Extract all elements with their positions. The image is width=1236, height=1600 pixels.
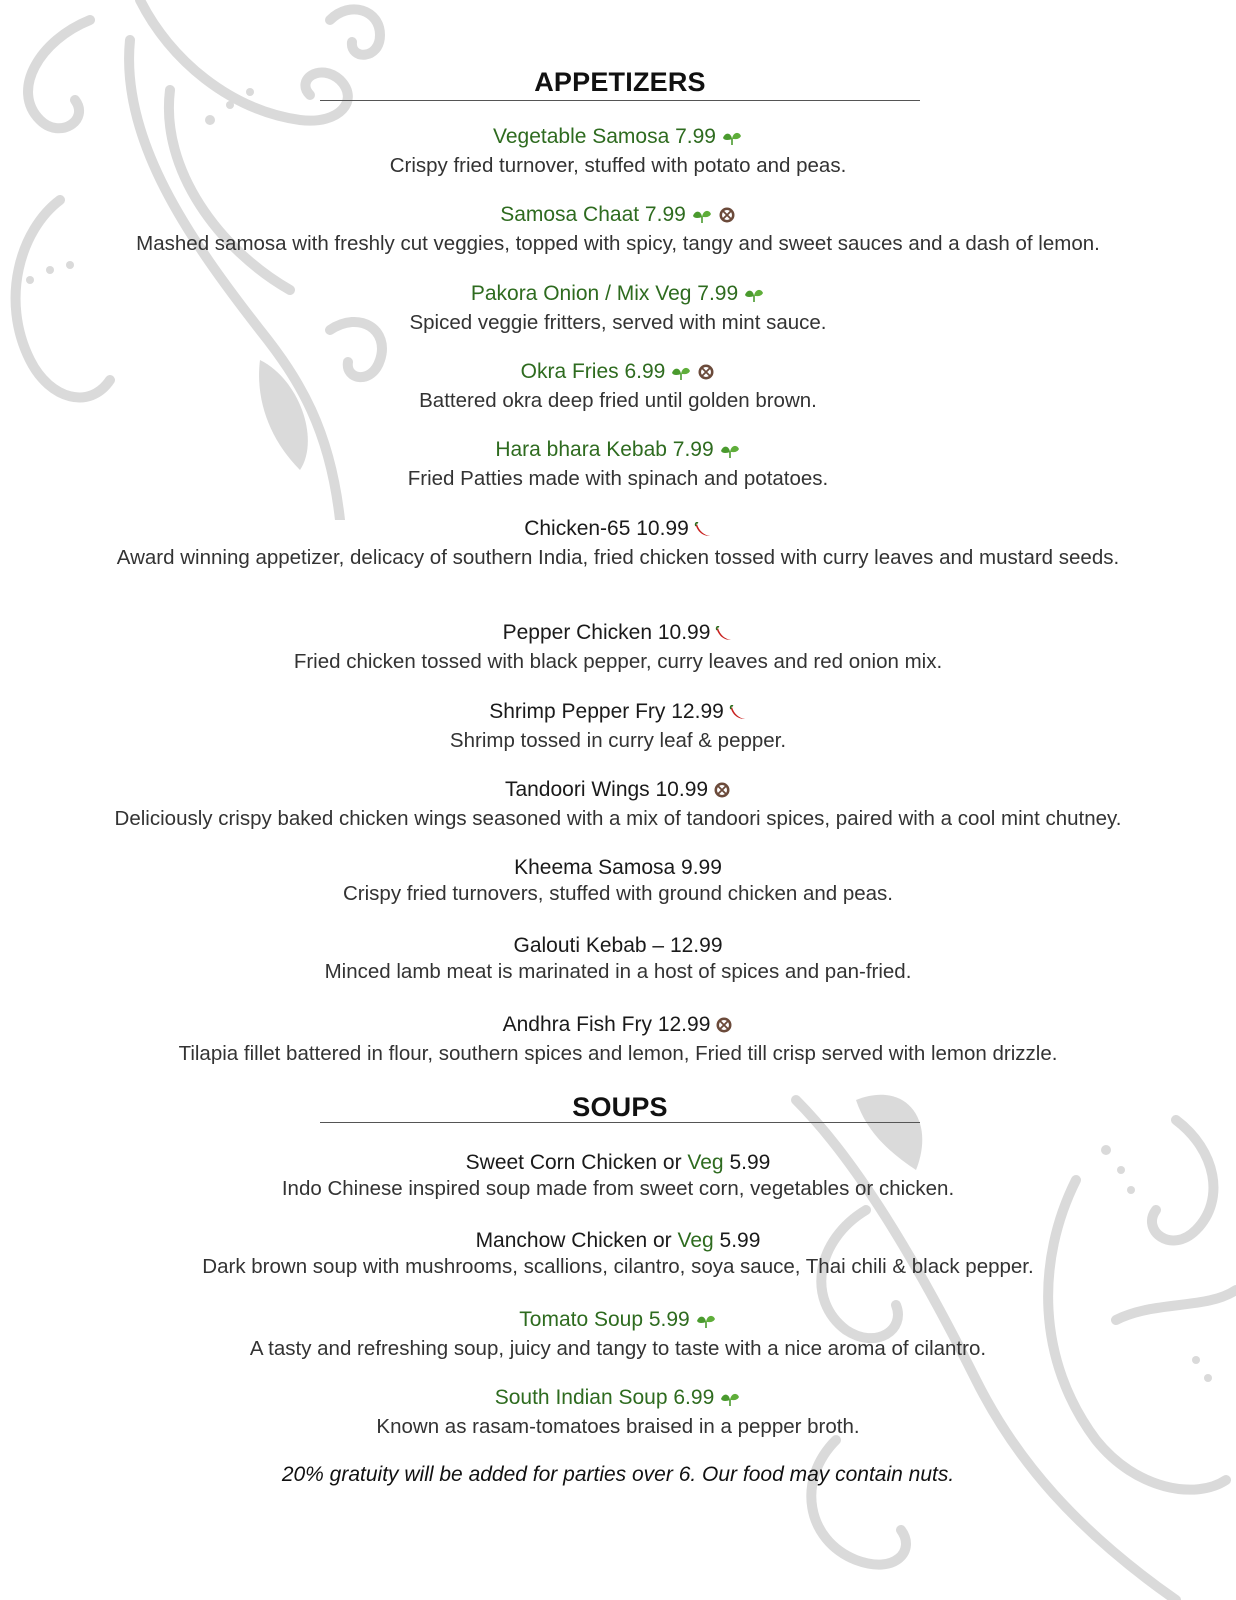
item-description: Spiced veggie fritters, served with mint sauce. <box>409 311 827 334</box>
item-description: Indo Chinese inspired soup made from sweet corn, vegetables or chicken. <box>281 1177 955 1200</box>
item-name: Vegetable Samosa 7.99 <box>492 125 716 148</box>
item-description: A tasty and refreshing soup, juicy and tangy to taste with a nice aroma of cilantro. <box>249 1337 987 1360</box>
item-name: Pakora Onion / Mix Veg 7.99 <box>470 282 739 305</box>
item-description: Deliciously crispy baked chicken wings seasoned with a mix of tandoori spices, paired with a cool mint chutney. <box>114 807 1122 830</box>
leaf-icon <box>721 127 743 153</box>
menu-item-galouti-kebab <box>40 933 1196 985</box>
item-description: Fried chicken tossed with black pepper, curry leaves and red onion mix. <box>293 650 943 673</box>
item-name: Andhra Fish Fry 12.99 <box>502 1013 711 1036</box>
item-name: Pepper Chicken 10.99 <box>502 621 711 644</box>
menu-item-manchow-soup <box>40 1228 1196 1280</box>
item-description: Shrimp tossed in curry leaf & pepper. <box>449 729 787 752</box>
menu-item-samosa-chaat <box>40 202 1196 257</box>
no-gluten-icon <box>718 205 736 231</box>
footer-note: 20% gratuity will be added for parties over 6. Our food may contain nuts. <box>281 1463 955 1486</box>
item-description: Fried Patties made with spinach and potatoes. <box>407 467 829 490</box>
item-name: Kheema Samosa 9.99 <box>514 856 722 879</box>
item-description: Mashed samosa with freshly cut veggies, topped with spicy, tangy and sweet sauces and a dash of lemon. <box>136 232 1100 255</box>
menu-item-south-indian-soup <box>40 1385 1196 1440</box>
menu-item-shrimp-pepper-fry <box>40 699 1196 754</box>
item-description: Dark brown soup with mushrooms, scallions, cilantro, soya sauce, Thai chili & black pepper. <box>202 1255 1034 1278</box>
leaf-icon <box>670 362 692 388</box>
menu-item-kheema-samosa <box>40 855 1196 907</box>
item-description: Minced lamb meat is marinated in a host of spices and pan-fried. <box>324 960 912 983</box>
menu-item-tandoori-wings <box>40 777 1196 832</box>
item-name: Chicken-65 10.99 <box>524 517 689 540</box>
item-description: Tilapia fillet battered in flour, southern spices and lemon, Fried till crisp served with lemon drizzle. <box>178 1042 1058 1065</box>
menu-item-okra-fries <box>40 359 1196 414</box>
item-name: Tandoori Wings 10.99 <box>504 778 709 801</box>
item-name: South Indian Soup 6.99 <box>494 1386 715 1409</box>
item-name: Sweet Corn Chicken or Veg 5.99 <box>465 1151 771 1174</box>
item-name: Samosa Chaat 7.99 <box>500 203 686 226</box>
item-name: Okra Fries 6.99 <box>520 360 666 383</box>
item-name: Shrimp Pepper Fry 12.99 <box>489 700 724 723</box>
chili-icon <box>729 702 747 728</box>
section-divider <box>320 100 920 101</box>
item-name: Galouti Kebab – 12.99 <box>513 934 723 957</box>
no-gluten-icon <box>713 780 731 806</box>
menu-item-andhra-fish-fry <box>40 1012 1196 1067</box>
menu-item-tomato-soup <box>40 1307 1196 1362</box>
item-description: Known as rasam-tomatoes braised in a pepper broth. <box>376 1415 860 1438</box>
menu-item-pepper-chicken <box>40 620 1196 675</box>
leaf-icon <box>695 1310 717 1336</box>
section-title-appetizers: APPETIZERS <box>534 67 706 97</box>
menu-item-vegetable-samosa <box>40 124 1196 179</box>
chili-icon <box>694 519 712 545</box>
menu-item-pakora <box>40 281 1196 336</box>
leaf-icon <box>719 440 741 466</box>
item-description: Award winning appetizer, delicacy of southern India, fried chicken tossed with curry leaves and mustard seeds. <box>116 546 1120 569</box>
item-description: Battered okra deep fried until golden brown. <box>419 389 817 412</box>
no-gluten-icon <box>715 1015 733 1041</box>
item-description: Crispy fried turnovers, stuffed with ground chicken and peas. <box>343 882 893 905</box>
chili-icon <box>715 623 733 649</box>
menu-item-sweet-corn-soup <box>40 1150 1196 1202</box>
section-title-soups: SOUPS <box>572 1092 668 1122</box>
menu-item-chicken-65 <box>40 516 1196 571</box>
item-description: Crispy fried turnover, stuffed with potato and peas. <box>389 154 847 177</box>
leaf-icon <box>743 284 765 310</box>
item-name: Manchow Chicken or Veg 5.99 <box>475 1229 761 1252</box>
item-name: Tomato Soup 5.99 <box>519 1308 690 1331</box>
leaf-icon <box>719 1388 741 1414</box>
section-divider <box>320 1122 920 1123</box>
item-name: Hara bhara Kebab 7.99 <box>495 438 714 461</box>
leaf-icon <box>691 205 713 231</box>
menu-item-hara-bhara-kebab <box>40 437 1196 492</box>
no-gluten-icon <box>697 362 715 388</box>
